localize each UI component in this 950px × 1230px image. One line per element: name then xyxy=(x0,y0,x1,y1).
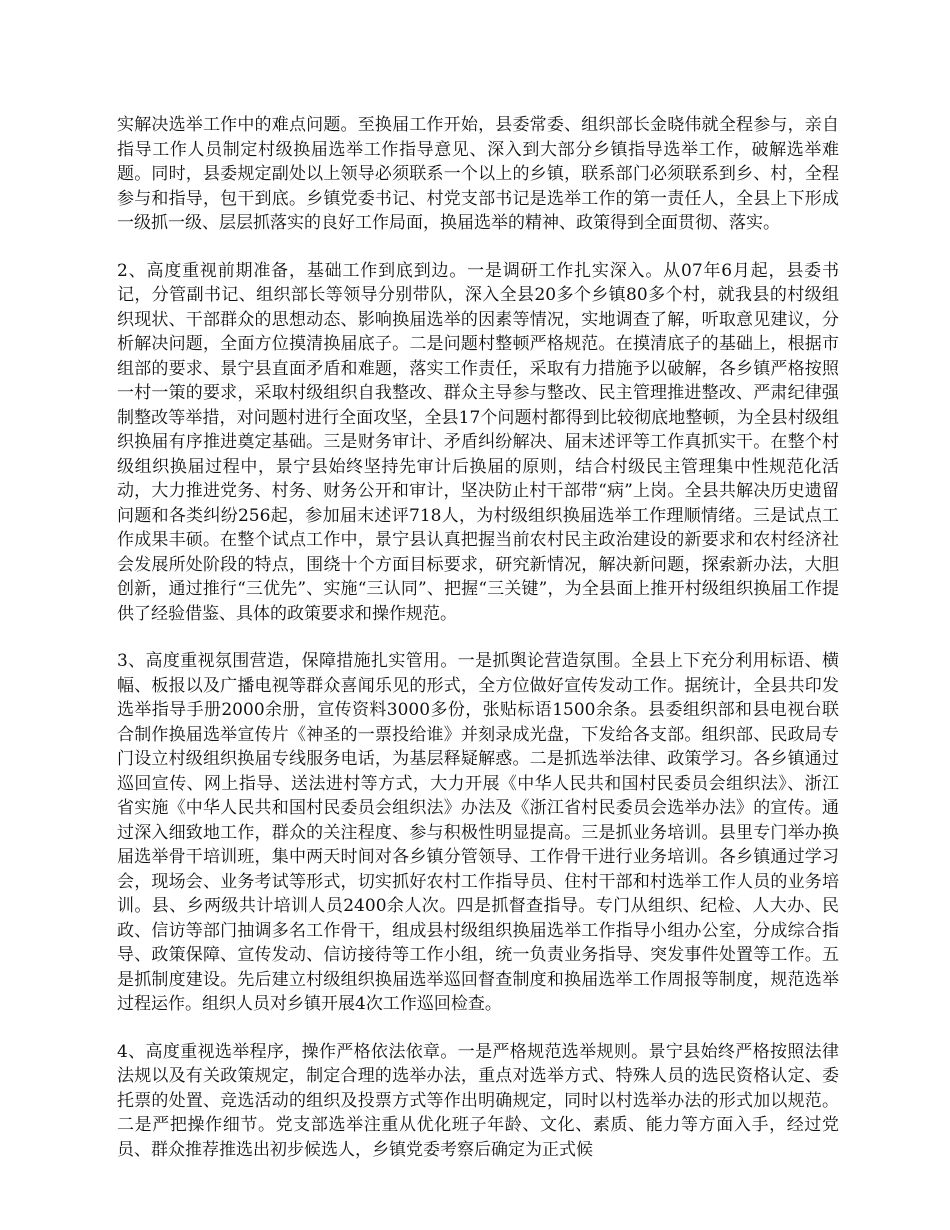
paragraph-section-3: 3、高度重视氛围营造，保障措施扎实管用。一是抓舆论营造氛围。全县上下充分利用标语、横幅、板报以及广播电视等群众喜闻乐见的形式，全方位做好宣传发动工作。据统计，全县共印发选举指导手册2000余册，宣传资料3000多份，张贴标语1500余条。县委组织部和县电视台联合制作换届选举宣传片《神圣的一票投给谁》并刻录成光盘，下发给各支部。组织部、民政局专门设立村级组织换届专线服务电话，为基层释疑解惑。二是抓选举法律、政策学习。各乡镇通过巡回宣传、网上指导、送法进村等方式，大力开展《中华人民共和国村民委员会组织法》、浙江省实施《中华人民共和国村民委员会组织法》办法及《浙江省村民委员会选举办法》的宣传。通过深入细致地工作，群众的关注程度、参与积极性明显提高。三是抓业务培训。县里专门举办换届选举骨干培训班，集中两天时间对各乡镇分管领导、工作骨干进行业务培训。各乡镇通过学习会，现场会、业务考试等形式，切实抓好农村工作指导员、住村干部和村选举工作人员的业务培训。县、乡两级共计培训人员2400余人次。四是抓督查指导。专门从组织、纪检、人大办、民政、信访等部门抽调多名工作骨干，组成县村级组织换届选举工作指导小组办公室，分成综合指导、政策保障、宣传发动、信访接待等工作小组，统一负责业务指导、突发事件处置等工作。五是抓制度建设。先后建立村级组织换届选举巡回督查制度和换届选举工作周报等制度，规范选举过程运作。组织人员对乡镇开展4次工作巡回检查。 xyxy=(117,651,839,1014)
paragraph-section-2: 2、高度重视前期准备，基础工作到底到边。一是调研工作扎实深入。从07年6月起，县委书记，分管副书记、组织部长等领导分别带队，深入全县20多个乡镇80多个村，就我县的村级组织现状、干部群众的思想动态、影响换届选举的因素等情况，实地调查了解，听取意见建议，分析解决问题，全面方位摸清换届底子。二是问题村整顿严格规范。在摸清底子的基础上，根据市组部的要求、景宁县直面矛盾和难题，落实工作责任，采取有力措施予以破解，各乡镇严格按照一村一策的要求，采取村级组织自我整改、群众主导参与整改、民主管理推进整改、严肃纪律强制整改等举措，对问题村进行全面攻坚，全县17个问题村都得到比较彻底地整顿，为全县村级组织换届有序推进奠定基础。三是财务审计、矛盾纠纷解决、届末述评等工作真抓实干。在整个村级组织换届过程中，景宁县始终坚持先审计后换届的原则，结合村级民主管理集中性规范化活动，大力推进党务、村务、财务公开和审计，坚决防止村干部带“病”上岗。全县共解决历史遗留问题和各类纠纷256起，参加届末述评718人，为村级组织换届选举工作理顺情绪。三是试点工作成果丰硕。在整个试点工作中，景宁县认真把握当前农村民主政治建设的新要求和农村经济社会发展所处阶段的特点，围绕十个方面目标要求，研究新情况，解决新问题，探索新办法，大胆创新，通过推行“三优先”、实施“三认同”、把握“三关键”，为全县面上推开村级组织换届工作提供了经验借鉴、具体的政策要求和操作规范。 xyxy=(117,260,839,624)
document-body xyxy=(117,113,839,1185)
paragraph-intro-continuation: 实解决选举工作中的难点问题。至换届工作开始，县委常委、组织部长金晓伟就全程参与，亲自指导工作人员制定村级换届选举工作指导意见、深入到大部分乡镇指导选举工作，破解选举难题。同时，县委规定副处以上领导必须联系一个以上的乡镇，联系部门必须联系到乡、村，全程参与和指导，包干到底。乡镇党委书记、村党支部书记是选举工作的第一责任人，全县上下形成一级抓一级、层层抓落实的良好工作局面，换届选举的精神、政策得到全面贯彻、落实。 xyxy=(117,115,839,233)
paragraph-section-4: 4、高度重视选举程序，操作严格依法依章。一是严格规范选举规则。景宁县始终严格按照法律法规以及有关政策规定，制定合理的选举办法，重点对选举方式、特殊人员的选民资格认定、委托票的处置、竞选活动的组织及投票方式等作出明确规定，同时以村选举办法的形式加以规范。二是严把操作细节。党支部选举注重从优化班子年龄、文化、素质、能力等方面入手，经过党员、群众推荐推选出初步候选人，乡镇党委考察后确定为正式候 xyxy=(117,1041,839,1160)
